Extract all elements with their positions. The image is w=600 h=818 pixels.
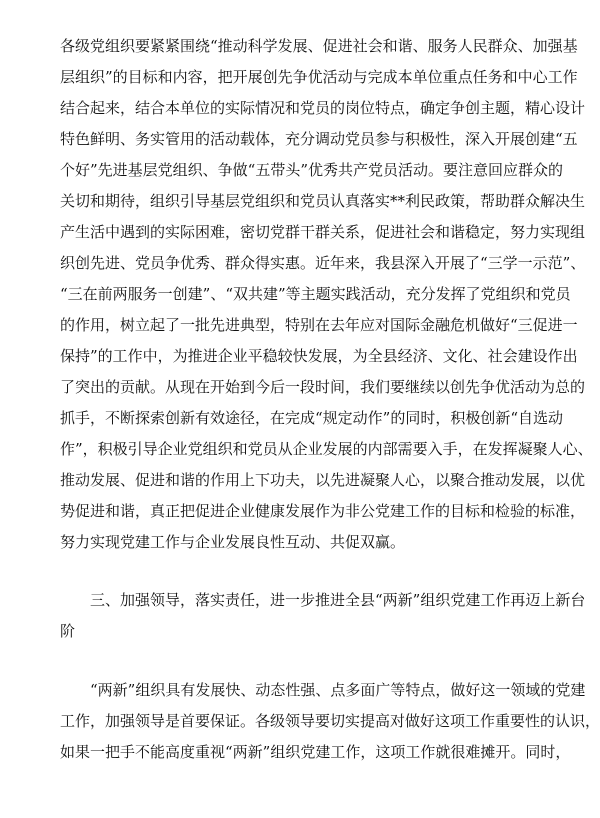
body-line: 抓手，不断探索创新有效途径，在完成“规定动作”的同时，积极创新“自选动 <box>60 409 564 427</box>
body-line: “两新”组织具有发展快、动态性强、点多面广等特点，做好这一领域的党建 <box>90 681 586 699</box>
body-line: 关切和期待，组织引导基层党组织和党员认真落实**利民政策，帮助群众解决生 <box>60 192 586 210</box>
body-line: 如果一把手不能高度重视“两新”组织党建工作，这项工作就很难摊开。同时， <box>60 743 571 761</box>
body-line: 特色鲜明、务实管用的活动载体，充分调动党员参与积极性，深入开展创建“五 <box>60 130 578 148</box>
body-line: “三在前两服务一创建”、“双共建”等主题实践活动，充分发挥了党组织和党员 <box>60 285 571 303</box>
body-line: 了突出的贡献。从现在开始到今后一段时间，我们要继续以创先争优活动为总的 <box>60 378 586 396</box>
body-line: 努力实现党建工作与企业发展良性互动、共促双赢。 <box>60 533 406 551</box>
body-line: 势促进和谐，真正把促进企业健康发展作为非公党建工作的目标和检验的标准， <box>60 502 586 520</box>
body-line: 推动发展、促进和谐的作用上下功夫，以先进凝聚人心，以聚合推动发展，以优 <box>60 471 586 489</box>
body-line: 产生活中遇到的实际困难，密切党群干群关系，促进社会和谐稳定，努力实现组 <box>60 223 586 241</box>
body-line: 的作用，树立起了一批先进典型，特别在去年应对国际金融危机做好“三促进一 <box>60 316 578 334</box>
body-line: 保持”的工作中，为推进企业平稳较快发展，为全县经济、文化、社会建设作出 <box>60 347 578 365</box>
body-line: 工作，加强领导是首要保证。各级领导要切实提高对做好这项工作重要性的认识， <box>60 712 600 730</box>
body-line: 层组织”的目标和内容，把开展创先争优活动与完成本单位重点任务和中心工作 <box>60 68 578 86</box>
body-line: 各级党组织要紧紧围绕“推动科学发展、促进社会和谐、服务人民群众、加强基 <box>60 37 578 55</box>
section-heading-line: 阶 <box>60 622 76 640</box>
section-heading-line: 三、加强领导，落实责任，进一步推进全县“两新”组织党建工作再迈上新台 <box>90 591 586 609</box>
body-line: 个好”先进基层党组织、争做“五带头”优秀共产党员活动。要注意回应群众的 <box>60 161 564 179</box>
body-line: 织创先进、党员争优秀、群众得实惠。近年来，我县深入开展了“三学一示范”、 <box>60 254 586 272</box>
body-line: 作”，积极引导企业党组织和党员从企业发展的内部需要入手，在发挥凝聚人心、 <box>60 440 593 458</box>
body-line: 结合起来，结合本单位的实际情况和党员的岗位特点，确定争创主题，精心设计 <box>60 99 586 117</box>
